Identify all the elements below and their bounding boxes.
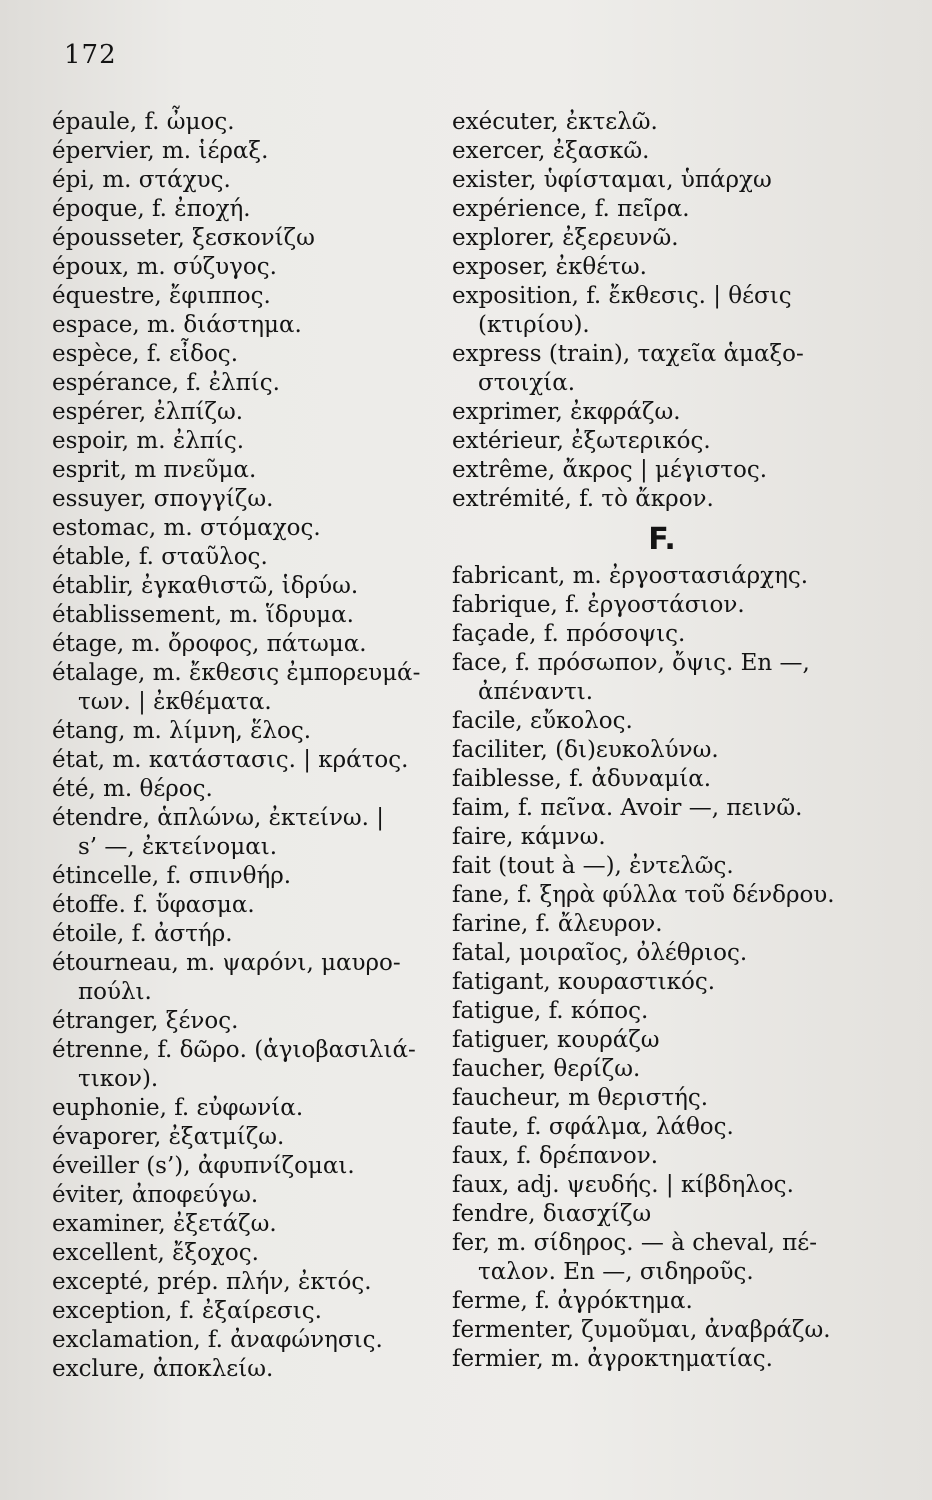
- dictionary-entry: explorer, ἐξερευνῶ.: [452, 225, 679, 251]
- dictionary-entry: époque, f. ἐποχή.: [52, 196, 251, 222]
- dictionary-entry: express (train), ταχεῖα ἁμαξο-: [452, 341, 804, 367]
- dictionary-entry: été, m. θέρος.: [52, 776, 213, 802]
- dictionary-entry: (κτιρίου).: [478, 312, 590, 338]
- dictionary-entry: faucheur, m θεριστής.: [452, 1085, 709, 1111]
- dictionary-entry: excellent, ἔξοχος.: [52, 1240, 259, 1266]
- dictionary-entry: estomac, m. στόμαχος.: [52, 515, 321, 541]
- dictionary-entry: faute, f. σφάλμα, λάθος.: [452, 1114, 734, 1140]
- dictionary-entry: espace, m. διάστημα.: [52, 312, 302, 338]
- dictionary-entry: fatiguer, κουράζω: [452, 1027, 660, 1053]
- dictionary-entry: fer, m. σίδηρος. — à cheval, πέ-: [452, 1230, 817, 1256]
- dictionary-entry: exposer, ἐκθέτω.: [452, 254, 647, 280]
- dictionary-entry: faire, κάμνω.: [452, 824, 606, 850]
- dictionary-entry: πούλι.: [78, 979, 152, 1005]
- dictionary-entry: faim, f. πεῖνα. Avoir —, πεινῶ.: [452, 795, 803, 821]
- dictionary-entry: fabrique, f. ἐργοστάσιον.: [452, 592, 745, 618]
- letter-heading: F.: [648, 522, 676, 557]
- dictionary-entry: exclure, ἀποκλείω.: [52, 1356, 274, 1382]
- dictionary-entry: ἀπέναντι.: [478, 679, 594, 705]
- dictionary-entry: ferme, f. ἀγρόκτημα.: [452, 1288, 693, 1314]
- left-column: [52, 108, 452, 1384]
- dictionary-entry: expérience, f. πεῖρα.: [452, 196, 690, 222]
- dictionary-entry: extrémité, f. τὸ ἄκρον.: [452, 486, 714, 512]
- dictionary-entry: étrenne, f. δῶρο. (ἁγιοβασιλιά-: [52, 1037, 416, 1063]
- dictionary-entry: ταλον. En —, σιδηροῦς.: [478, 1259, 754, 1285]
- dictionary-entry: étourneau, m. ψαρόνι, μαυρο-: [52, 950, 401, 976]
- dictionary-entry: exposition, f. ἔκθεσις. | θέσις: [452, 283, 792, 309]
- dictionary-entry: exercer, ἐξασκῶ.: [452, 138, 650, 164]
- dictionary-entry: exécuter, ἐκτελῶ.: [452, 109, 658, 135]
- dictionary-entry: époux, m. σύζυγος.: [52, 254, 277, 280]
- dictionary-entry: faciliter, (δι)ευκολύνω.: [452, 737, 719, 763]
- dictionary-entry: τικον).: [78, 1066, 159, 1092]
- dictionary-entry: espèce, f. εἶδος.: [52, 341, 238, 367]
- dictionary-entry: fendre, διασχίζω: [452, 1201, 652, 1227]
- dictionary-entry: esprit, m πνεῦμα.: [52, 457, 257, 483]
- dictionary-entry: étoffe. f. ὕφασμα.: [52, 892, 255, 918]
- dictionary-entry: état, m. κατάστασις. | κράτος.: [52, 747, 409, 773]
- right-column-bottom-entries: [452, 562, 872, 1374]
- dictionary-entry: étalage, m. ἔκθεσις ἐμπορευμά-: [52, 660, 421, 686]
- dictionary-entry: s’ —, ἐκτείνομαι.: [78, 834, 278, 860]
- dictionary-entry: fatigue, f. κόπος.: [452, 998, 649, 1024]
- dictionary-entry: éveiller (s’), ἀφυπνίζομαι.: [52, 1153, 355, 1179]
- dictionary-entry: faux, adj. ψευδής. | κίβδηλος.: [452, 1172, 794, 1198]
- dictionary-entry: épaule, f. ὦμος.: [52, 109, 235, 135]
- dictionary-entry: espérer, ἐλπίζω.: [52, 399, 244, 425]
- dictionary-entry: faucher, θερίζω.: [452, 1056, 641, 1082]
- dictionary-entry: fermier, m. ἀγροκτηματίας.: [452, 1346, 773, 1372]
- dictionary-entry: étendre, ἁπλώνω, ἐκτείνω. |: [52, 805, 385, 831]
- dictionary-entry: fabricant, m. ἐργοστασιάρχης.: [452, 563, 809, 589]
- dictionary-entry: exister, ὑφίσταμαι, ὑπάρχω: [452, 167, 772, 193]
- dictionary-entry: exception, f. ἐξαίρεσις.: [52, 1298, 322, 1324]
- dictionary-entry: excepté, prép. πλήν, ἐκτός.: [52, 1269, 372, 1295]
- dictionary-entry: exclamation, f. ἀναφώνησις.: [52, 1327, 383, 1353]
- dictionary-entry: essuyer, σπογγίζω.: [52, 486, 274, 512]
- dictionary-entry: face, f. πρόσωπον, ὄψις. En —,: [452, 650, 810, 676]
- right-column: [452, 108, 872, 1374]
- dictionary-entry: établissement, m. ἵδρυμα.: [52, 602, 354, 628]
- dictionary-entry: établir, ἐγκαθιστῶ, ἱδρύω.: [52, 573, 359, 599]
- dictionary-entry: farine, f. ἄλευρον.: [452, 911, 663, 937]
- dictionary-entry: évaporer, ἐξατμίζω.: [52, 1124, 285, 1150]
- dictionary-entry: étang, m. λίμνη, ἕλος.: [52, 718, 312, 744]
- dictionary-entry: équestre, ἔφιππος.: [52, 283, 271, 309]
- dictionary-entry: examiner, ἐξετάζω.: [52, 1211, 277, 1237]
- dictionary-entry: étincelle, f. σπινθήρ.: [52, 863, 292, 889]
- dictionary-entry: espoir, m. ἐλπίς.: [52, 428, 245, 454]
- dictionary-entry: épervier, m. ἱέραξ.: [52, 138, 269, 164]
- dictionary-entry: facile, εὔκολος.: [452, 708, 633, 734]
- dictionary-entry: étage, m. ὄροφος, πάτωμα.: [52, 631, 367, 657]
- dictionary-entry: στοιχία.: [478, 370, 576, 396]
- dictionary-entry: épi, m. στάχυς.: [52, 167, 231, 193]
- dictionary-entry: fane, f. ξηρὰ φύλλα τοῦ δένδρου.: [452, 882, 835, 908]
- dictionary-entry: épousseter, ξεσκονίζω: [52, 225, 315, 251]
- dictionary-entry: étranger, ξένος.: [52, 1008, 239, 1034]
- dictionary-entry: faiblesse, f. ἀδυναμία.: [452, 766, 712, 792]
- dictionary-entry: extrême, ἄκρος | μέγιστος.: [452, 457, 768, 483]
- dictionary-entry: éviter, ἀποφεύγω.: [52, 1182, 259, 1208]
- dictionary-entry: fatal, μοιραῖος, ὀλέθριος.: [452, 940, 748, 966]
- dictionary-entry: faux, f. δρέπανον.: [452, 1143, 659, 1169]
- dictionary-entry: των. | ἐκθέματα.: [78, 689, 272, 715]
- dictionary-entry: espérance, f. ἐλπίς.: [52, 370, 280, 396]
- page-number: 172: [64, 40, 117, 70]
- dictionary-entry: étoile, f. ἀστήρ.: [52, 921, 233, 947]
- dictionary-entry: étable, f. σταῦλος.: [52, 544, 268, 570]
- dictionary-entry: fermenter, ζυμοῦμαι, ἀναβράζω.: [452, 1317, 831, 1343]
- dictionary-entry: fatigant, κουραστικός.: [452, 969, 716, 995]
- right-column-top-entries: [452, 108, 872, 514]
- dictionary-entry: façade, f. πρόσοψις.: [452, 621, 686, 647]
- dictionary-entry: fait (tout à —), ἐντελῶς.: [452, 853, 734, 879]
- dictionary-entry: exprimer, ἐκφράζω.: [452, 399, 681, 425]
- dictionary-entry: euphonie, f. εὐφωνία.: [52, 1095, 304, 1121]
- dictionary-entry: extérieur, ἐξωτερικός.: [452, 428, 711, 454]
